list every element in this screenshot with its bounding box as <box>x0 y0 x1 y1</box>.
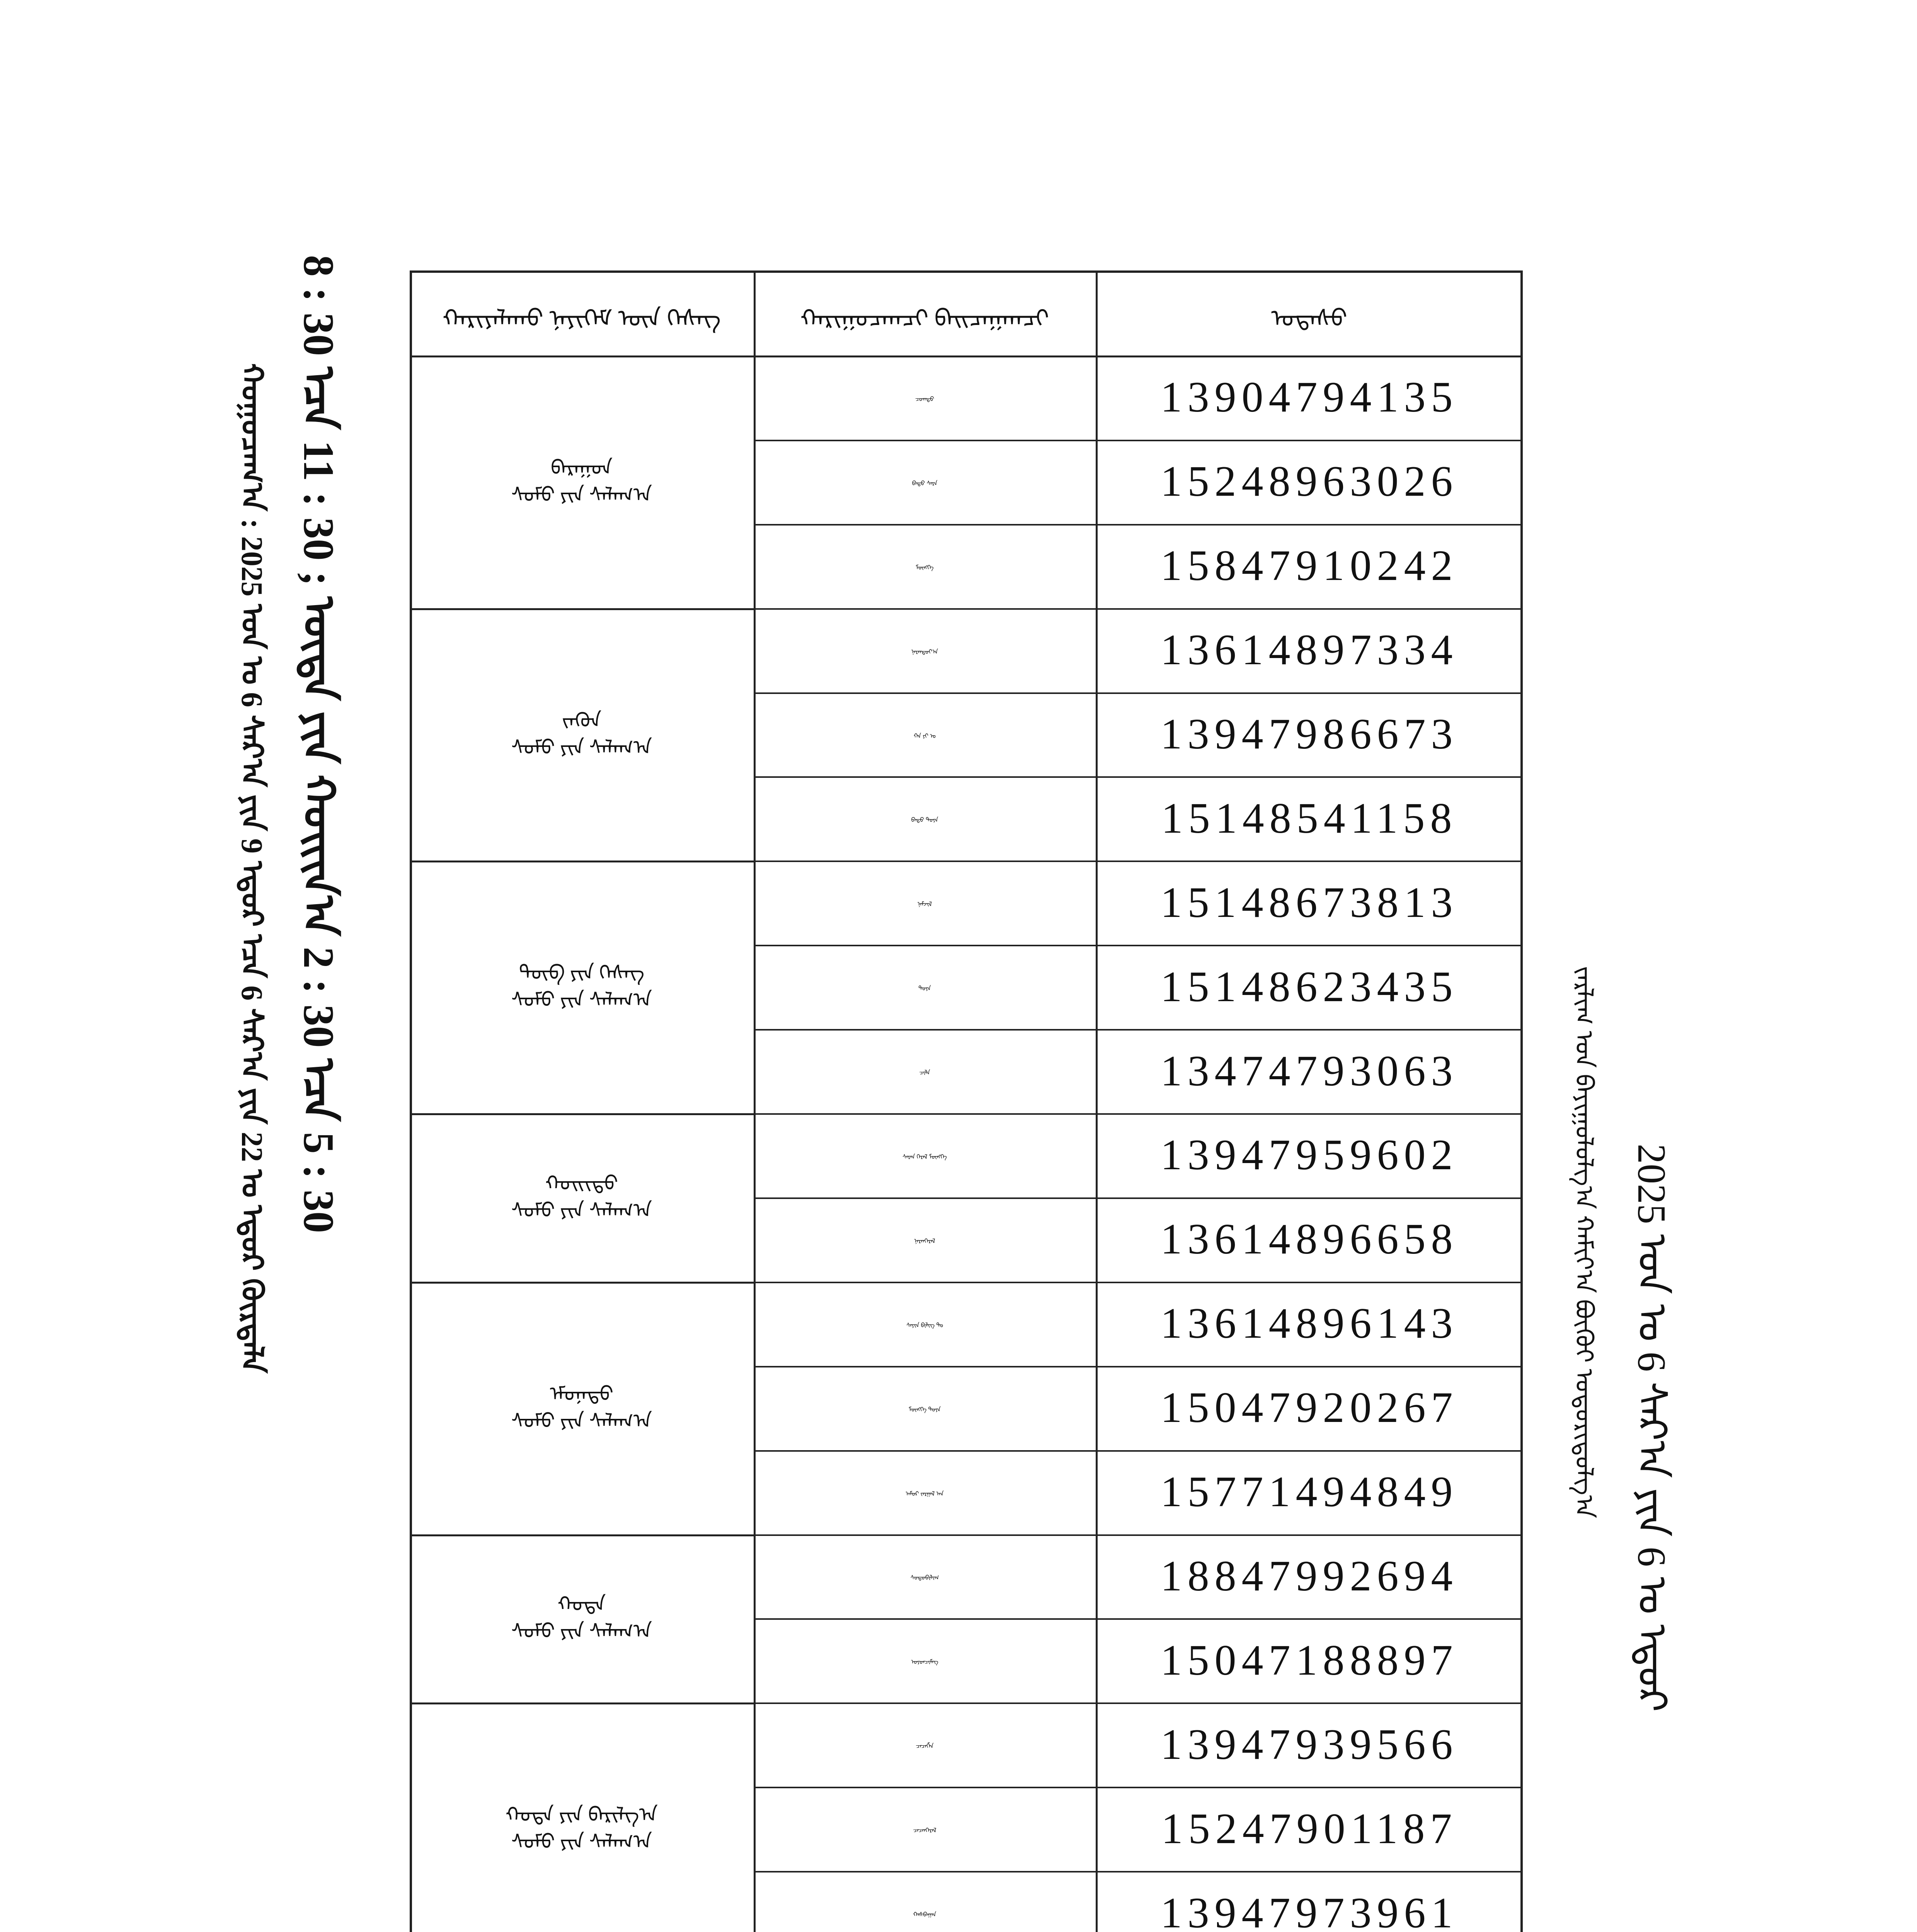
unit-name-line1: ᠵᠡᠭᠦᠨ <box>562 709 602 732</box>
working-hours: 8 : 30 ᠡᠴᠡ 11 : 30 ; ᠦᠳᠡ ᠶᠢᠨ ᠬᠣᠢᠢᠨ᠎ᠠ 2 : 30 ᠡᠴᠡ 5 : 30 <box>295 255 342 1233</box>
contact-name: ᠣᠶᠤᠨᠴᠢᠮᠡᠭ <box>911 1659 938 1666</box>
document-title: ᠵᠠᠷᠯᠢᠭ ᠤᠨ ᠪᠠᠶᠢᠭᠤᠯᠤᠯᠭ᠎ᠠ ᠬᠠᠮᠢᠶ᠎ᠠ ᠪᠦᠬᠦᠢ ᠤᠳᠤᠷᠢᠳᠤᠯᠭ᠎ᠠ <box>1570 966 1598 1519</box>
contact-name: ᠬᠠ ᠶᠢ ᠣ <box>913 733 936 740</box>
phone-table <box>410 270 1523 1932</box>
phone-number: 15847910242 <box>1160 542 1458 590</box>
phone-number: 13947959602 <box>1160 1131 1458 1179</box>
unit-name-line1: ᠬᠣᠢᠢᠲᠤ <box>545 1172 618 1195</box>
unit-name <box>410 1702 754 1932</box>
header-unit: ᠬᠠᠷᠢᠶᠠᠯᠠᠬᠤ ᠨᠡᠶᠢᠭᠡᠮ ᠦᠨ ᠬᠡᠰᠡᠭ <box>443 306 721 332</box>
phone-number: 15148623435 <box>1160 963 1458 1011</box>
phone-number: 15148541158 <box>1161 794 1457 842</box>
unit-name <box>410 1282 754 1534</box>
unit-name-line1: ᠡᠮᠦᠨᠡᠲᠦ <box>550 1383 614 1405</box>
unit-name <box>410 355 754 608</box>
phone-number: 15047920267 <box>1160 1384 1458 1432</box>
phone-number: 13614897334 <box>1160 626 1458 674</box>
unit-name-line1: ᠬᠣᠲᠠ ᠶᠢᠨ ᠪᠠᠷᠢᠯᠭ᠎ᠠ <box>506 1804 658 1827</box>
phone-number: 18847992694 <box>1160 1552 1458 1600</box>
contact-name: ᠨᠠᠷᠠᠨᠲᠤᠶ᠎ᠠ <box>911 648 938 655</box>
phone-number: 15248963026 <box>1160 457 1458 506</box>
phone-number: 15247901187 <box>1161 1804 1457 1853</box>
unit-name <box>410 608 754 861</box>
contact-name: ᠴᠣᠭᠲᠣ <box>915 396 935 403</box>
unit-name-line2: ᠰᠤᠮᠤ ᠶᠢᠨ ᠰᠠᠯᠠᠭ᠎ᠠ <box>511 1621 652 1643</box>
phone-number: 13947973961 <box>1160 1889 1458 1932</box>
contact-name: ᠴᠡᠴᠡᠭᠮᠠ <box>916 1743 934 1750</box>
unit-name <box>410 1113 754 1282</box>
contact-name: ᠰᠠᠷᠠᠨ ᠭᠡᠷᠡᠯ ᠮᠥᠩᠬᠡ <box>902 1153 947 1160</box>
unit-name-line2: ᠰᠤᠮᠤ ᠶᠢᠨ ᠰᠠᠯᠠᠭ᠎ᠠ <box>511 484 652 506</box>
unit-name-line2: ᠰᠤᠮᠤ ᠶᠢᠨ ᠰᠠᠯᠠᠭ᠎ᠠ <box>511 1410 652 1432</box>
contact-name: ᠴᠢᠯᠡ <box>919 1070 930 1077</box>
phone-number: 13947986673 <box>1160 710 1458 759</box>
document-date: 2025 ᠣᠨ ᠤ 6 ᠰᠠᠷ᠎ᠠ ᠶᠢᠨ 6 ᠤ ᠡᠳᠦᠷ <box>1629 1144 1674 1712</box>
unit-name-line1: ᠲᠥᠪ ᠶᠢᠨ ᠬᠡᠰᠡᠭ <box>519 962 645 985</box>
phone-number: 13947939566 <box>1160 1720 1458 1769</box>
unit-name-line2: ᠰᠤᠮᠤ ᠶᠢᠨ ᠰᠠᠯᠠᠭ᠎ᠠ <box>511 1199 652 1222</box>
header-phone: ᠤᠲᠠᠰᠤ <box>1271 306 1347 332</box>
contact-name: ᠠᠮᠤᠷ ᠵᠠᠷᠭᠠᠯ ᠠᠨ <box>906 1490 944 1497</box>
unit-name <box>410 1534 754 1703</box>
contact-name: ᠴᠡᠴᠡᠨᠭᠡᠷᠡᠯ <box>913 1827 936 1834</box>
unit-name-line2: ᠰᠤᠮᠤ ᠶᠢᠨ ᠰᠠᠯᠠᠭ᠎ᠠ <box>511 989 652 1012</box>
header-contact: ᠬᠠᠷᠢᠭᠤᠴᠠᠭᠴᠢ ᠪᠠᠢᠴᠠᠭᠠᠭᠴᠢ <box>800 306 1049 332</box>
contact-name: ᠬᠠᠰᠪᠠᠭᠠᠨ <box>913 1912 936 1918</box>
unit-name-line1: ᠪᠠᠷᠠᠭᠤᠨ <box>551 457 613 479</box>
unit-name-line2: ᠰᠤᠮᠤ ᠶᠢᠨ ᠰᠠᠯᠠᠭ᠎ᠠ <box>511 736 652 759</box>
phone-number: 15148673813 <box>1160 878 1458 927</box>
contact-name: ᠪᠠᠲᠤ ᠲᠤᠶᠠ <box>911 817 938 824</box>
unit-name-line2: ᠰᠤᠮᠤ ᠶᠢᠨ ᠰᠠᠯᠠᠭ᠎ᠠ <box>511 1831 652 1854</box>
phone-number: 15771494849 <box>1160 1468 1458 1516</box>
phone-number: 15047188897 <box>1160 1636 1458 1684</box>
phone-number: 13614896658 <box>1160 1215 1458 1264</box>
contact-name: ᠮᠥᠩᠬᠡ <box>916 564 934 571</box>
unit-name-line1: ᠬᠣᠲᠠ <box>557 1594 606 1616</box>
contact-name: ᠨᠠᠷᠠᠨᠭᠡᠷᠡᠯ <box>914 1238 935 1245</box>
contact-name: ᠪᠠᠲᠤ ᠰᠠᠷᠠ <box>912 480 938 487</box>
date-range: ᠬᠤᠭᠤᠴᠠᠭ᠎ᠠ : 2025 ᠣᠨ ᠤ 6 ᠰᠠᠷ᠎ᠠ ᠶᠢᠨ 9 ᠡᠳᠦᠷ ᠡᠴᠡ 6 ᠰᠠᠷ᠎ᠠ ᠶᠢᠨ 22 ᠤ ᠡᠳᠦᠷ ᠬᠦᠷᠲᠡᠯᠡ <box>235 363 269 1373</box>
phone-number: 13614896143 <box>1160 1299 1458 1348</box>
phone-number: 13474793063 <box>1160 1047 1458 1095</box>
phone-number: 13904794135 <box>1160 373 1458 422</box>
unit-name <box>410 861 754 1113</box>
contact-name: ᠰᠠᠶᠢᠨ ᠪᠢᠯᠢᠭ ᠲᠤ <box>906 1322 943 1329</box>
contact-name: ᠰᠤᠳᠤᠪᠢᠯᠢᠭ <box>910 1575 939 1582</box>
contact-name: ᠨᠠᠮᠵᠢᠯ <box>917 901 932 908</box>
contact-name: ᠲᠤᠶᠠ <box>918 985 931 992</box>
contact-name: ᠮᠥᠩᠬᠡ ᠲᠤᠶᠠ <box>908 1406 941 1413</box>
